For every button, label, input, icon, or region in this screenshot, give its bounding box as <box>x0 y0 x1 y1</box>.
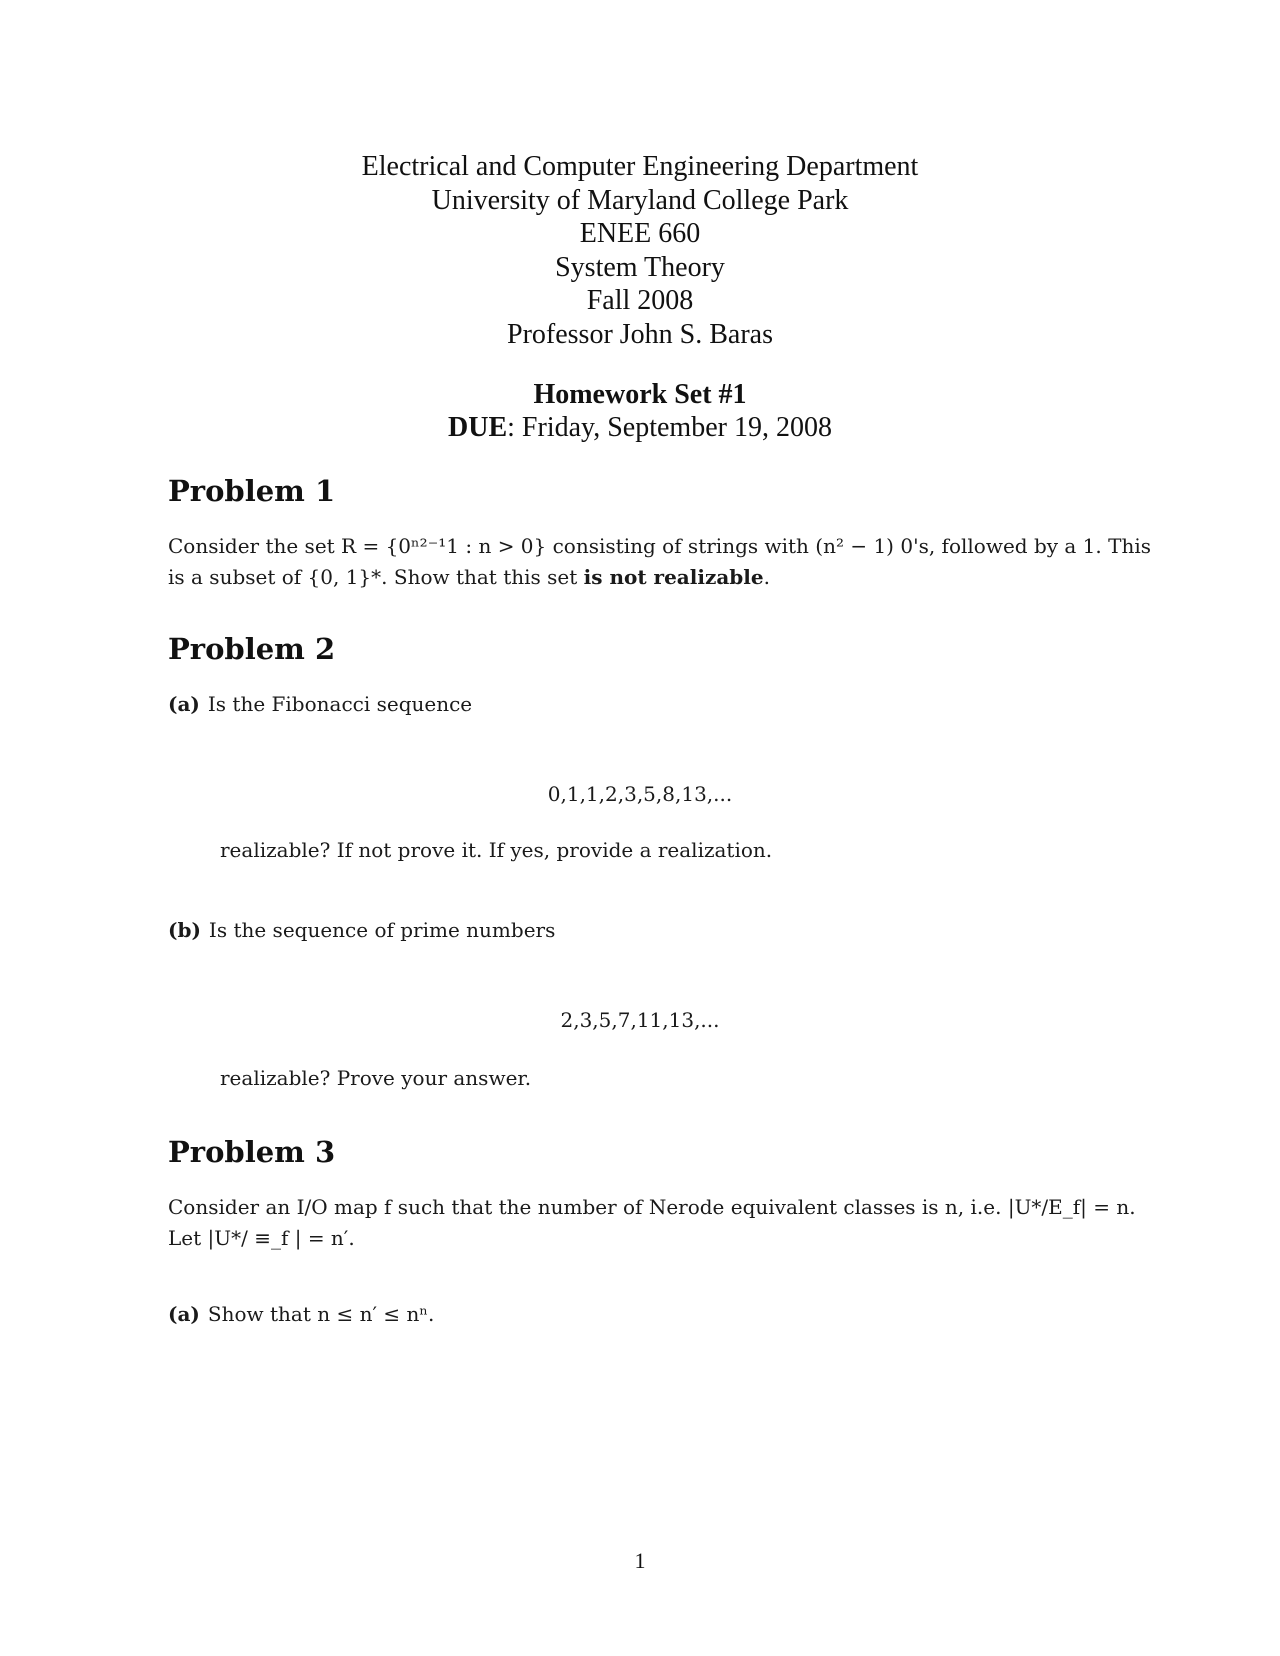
problem-1-body <box>168 531 1151 593</box>
problem-3a-label: (a) <box>168 1302 200 1326</box>
problem-2b <box>168 918 555 942</box>
due-line <box>0 411 1280 444</box>
problem-3-line-1: Consider an I/O map f such that the number of Nerode equivalent classes is n, i.e. |U*/E_f| = n. <box>168 1195 1136 1219</box>
homework-block <box>0 378 1280 444</box>
course-header <box>0 150 1280 352</box>
problem-1-line-2-post: . <box>763 565 770 589</box>
fibonacci-sequence: 0,1,1,2,3,5,8,13,... <box>547 782 733 806</box>
homework-title: Homework Set #1 <box>533 379 747 410</box>
problem-2a-label: (a) <box>168 692 200 716</box>
problem-3-title: Problem 3 <box>168 1135 336 1169</box>
due-label: DUE <box>448 412 508 443</box>
problem-3-body <box>168 1192 1136 1254</box>
problem-2a-text: Is the Fibonacci sequence <box>207 692 473 716</box>
problem-1-line-1: Consider the set R = {0ⁿ²⁻¹1 : n > 0} consisting of strings with (n² − 1) 0's, followed by a 1. This <box>168 534 1151 558</box>
professor-line: Professor John S. Baras <box>507 318 773 350</box>
problem-2a <box>168 692 472 716</box>
problem-2a-followup: realizable? If not prove it. If yes, provide a realization. <box>220 838 773 862</box>
problem-1-line-2-pre: is a subset of {0, 1}*. Show that this set <box>168 565 584 589</box>
problem-1-title: Problem 1 <box>168 474 336 508</box>
course-code-line: ENEE 660 <box>579 218 701 250</box>
problem-1-emphasis: is not realizable <box>583 565 764 589</box>
problem-2b-text: Is the sequence of prime numbers <box>208 918 556 942</box>
prime-sequence: 2,3,5,7,11,13,... <box>560 1008 720 1032</box>
course-name-line: System Theory <box>555 251 725 283</box>
problem-2b-label: (b) <box>168 918 201 942</box>
problem-2b-followup: realizable? Prove your answer. <box>220 1066 532 1090</box>
due-date: : Friday, September 19, 2008 <box>507 412 832 443</box>
page-number: 1 <box>634 1548 646 1573</box>
university-line: University of Maryland College Park <box>431 184 849 216</box>
problem-3-line-2: Let |U*/ ≡_f | = n′. <box>168 1226 355 1250</box>
semester-line: Fall 2008 <box>586 285 694 317</box>
problem-1-line-2 <box>168 562 1108 593</box>
problem-2-title: Problem 2 <box>168 632 336 666</box>
problem-3a <box>168 1302 434 1326</box>
problem-3a-text: Show that n ≤ n′ ≤ nⁿ. <box>207 1302 435 1326</box>
department-line: Electrical and Computer Engineering Department <box>361 151 919 182</box>
